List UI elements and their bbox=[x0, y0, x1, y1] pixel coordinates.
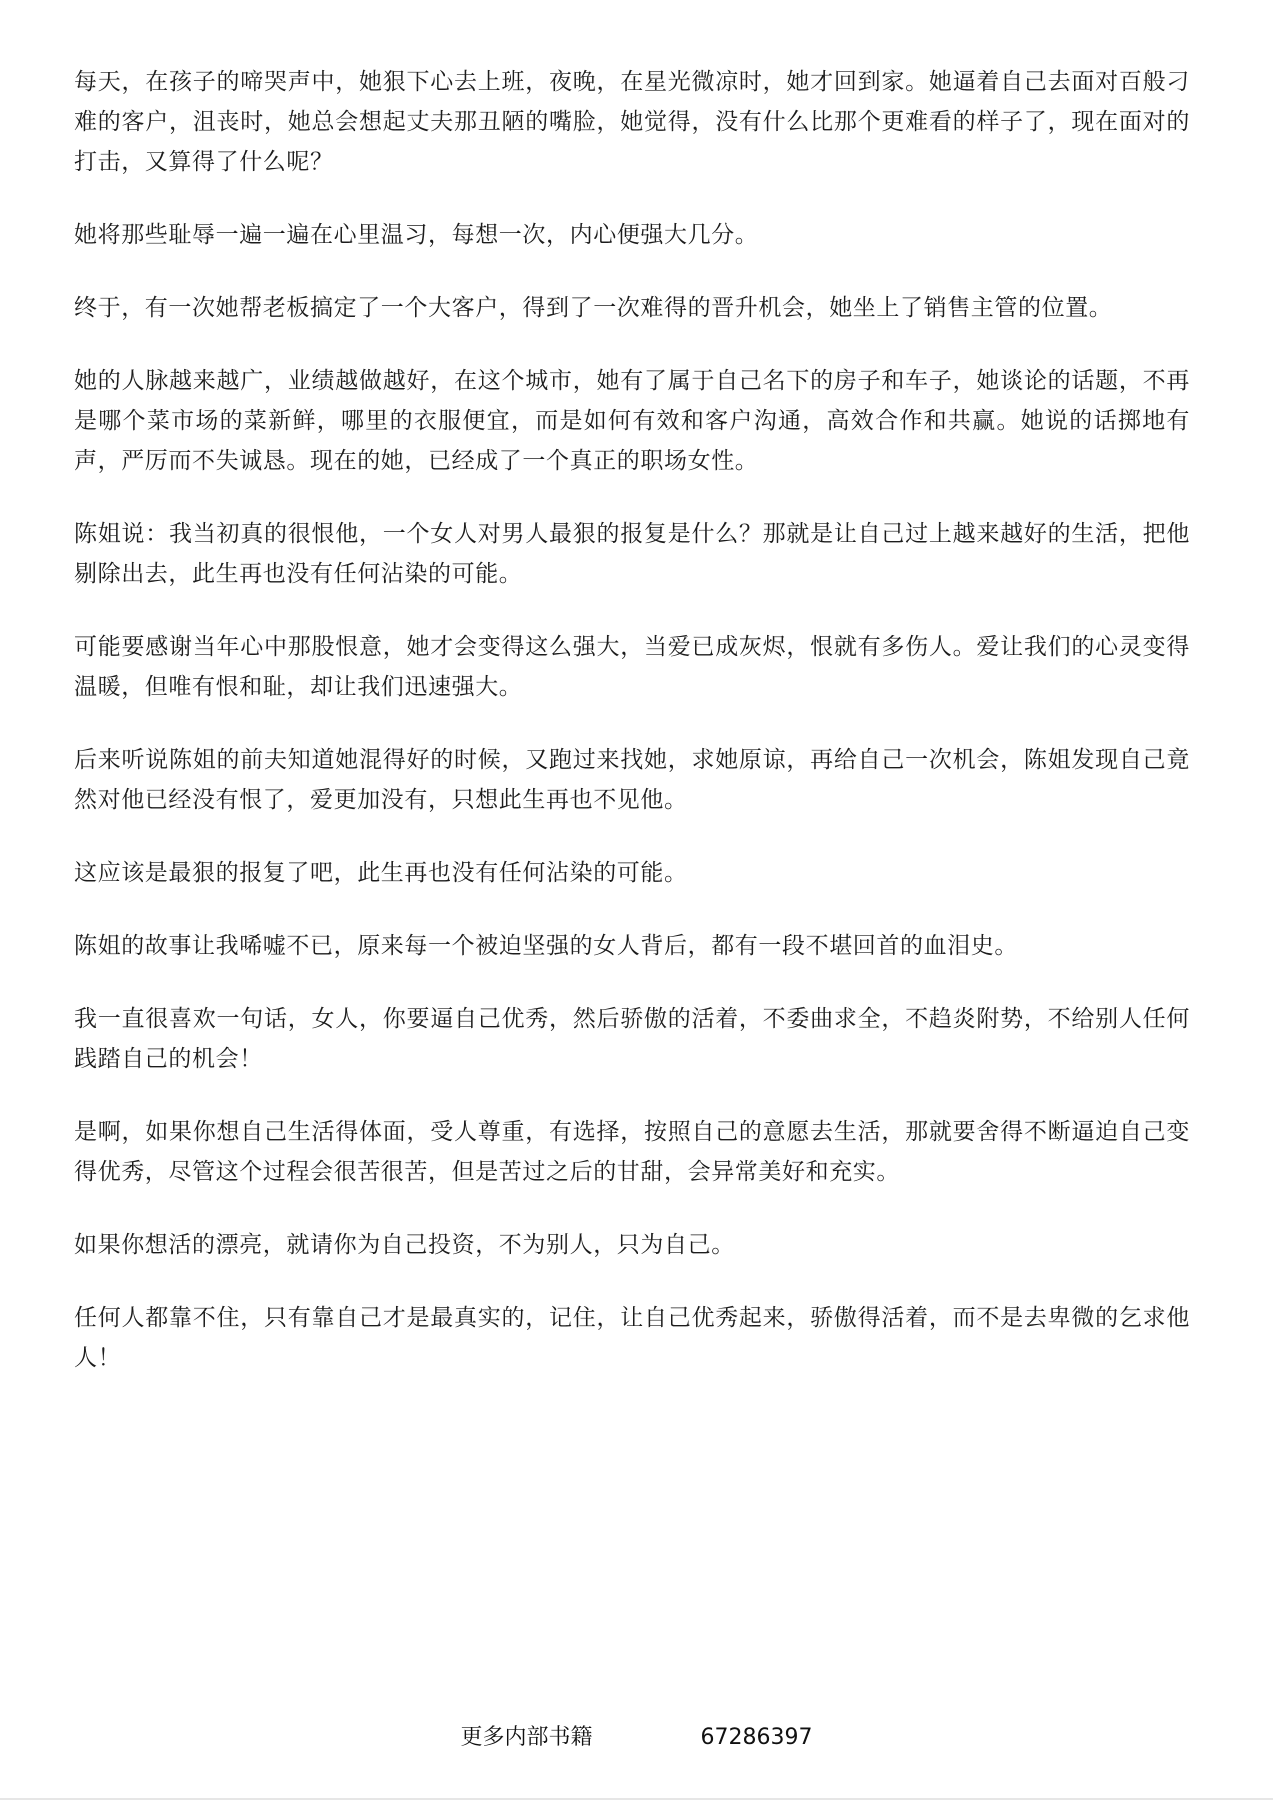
paragraph-3: 终于，有一次她帮老板搞定了一个大客户，得到了一次难得的晋升机会，她坐上了销售主管的位置。 bbox=[74, 295, 1113, 321]
paragraph-5: 陈姐说：我当初真的很恨他，一个女人对男人最狠的报复是什么？那就是让自己过上越来越好的生活，把他剔除出去，此生再也没有任何沾染的可能。 bbox=[74, 521, 1190, 587]
paragraph-7: 后来听说陈姐的前夫知道她混得好的时候，又跑过来找她，求她原谅，再给自己一次机会，陈姐发现自己竟然对他已经没有恨了，爱更加没有，只想此生再也不见他。 bbox=[74, 747, 1190, 813]
footer-label: 更多内部书籍 bbox=[460, 1725, 593, 1750]
paragraph-11: 是啊，如果你想自己生活得体面，受人尊重，有选择，按照自己的意愿去生活，那就要舍得不断逼迫自己变得优秀，尽管这个过程会很苦很苦，但是苦过之后的甘甜，会异常美好和充实。 bbox=[74, 1119, 1190, 1185]
paragraph-1: 每天，在孩子的啼哭声中，她狠下心去上班，夜晚，在星光微凉时，她才回到家。她逼着自己去面对百般刁难的客户，沮丧时，她总会想起丈夫那丑陋的嘴脸，她觉得，没有什么比那个更难看的样子了，现在面对的打击，又算得了什么呢？ bbox=[74, 69, 1190, 175]
paragraph-10: 我一直很喜欢一句话，女人，你要逼自己优秀，然后骄傲的活着，不委曲求全，不趋炎附势，不给别人任何践踏自己的机会！ bbox=[74, 1006, 1190, 1072]
paragraph-2: 她将那些耻辱一遍一遍在心里温习，每想一次，内心便强大几分。 bbox=[74, 222, 759, 248]
paragraph-12: 如果你想活的漂亮，就请你为自己投资，不为别人，只为自己。 bbox=[74, 1232, 735, 1258]
paragraph-8: 这应该是最狠的报复了吧，此生再也没有任何沾染的可能。 bbox=[74, 860, 688, 886]
page-footer bbox=[0, 1723, 1273, 1753]
document-body bbox=[74, 62, 1190, 1411]
paragraph-13: 任何人都靠不住，只有靠自己才是最真实的，记住，让自己优秀起来，骄傲得活着，而不是去卑微的乞求他人！ bbox=[74, 1305, 1190, 1371]
paragraph-9: 陈姐的故事让我唏嘘不已，原来每一个被迫坚强的女人背后，都有一段不堪回首的血泪史。 bbox=[74, 933, 1018, 959]
footer-number: 67286397 bbox=[700, 1725, 813, 1750]
paragraph-4: 她的人脉越来越广，业绩越做越好，在这个城市，她有了属于自己名下的房子和车子，她谈论的话题，不再是哪个菜市场的菜新鲜，哪里的衣服便宜，而是如何有效和客户沟通，高效合作和共赢。她说的话掷地有声，严厉而不失诚恳。现在的她，已经成了一个真正的职场女性。 bbox=[74, 368, 1190, 474]
paragraph-6: 可能要感谢当年心中那股恨意，她才会变得这么强大，当爱已成灰烬，恨就有多伤人。爱让我们的心灵变得温暖，但唯有恨和耻，却让我们迅速强大。 bbox=[74, 634, 1190, 700]
